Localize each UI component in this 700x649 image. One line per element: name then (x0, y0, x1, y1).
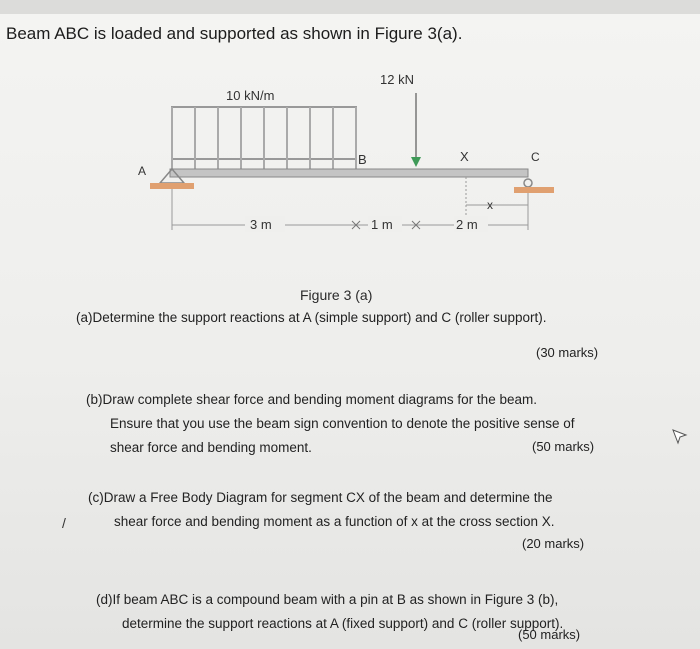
label-x: X (460, 149, 469, 164)
figure-caption: Figure 3 (a) (300, 287, 373, 303)
udl-label: 10 kN/m (226, 88, 275, 103)
question-b-marks: (50 marks) (532, 439, 595, 454)
question-c-line-2: shear force and bending moment as a function of x at the cross section X. (114, 514, 555, 529)
point-load-label: 12 kN (380, 72, 414, 87)
question-c (88, 486, 555, 534)
beam (170, 169, 528, 177)
question-b-line-2: Ensure that you use the beam sign convention to denote the positive sense of (110, 416, 575, 431)
dim-3m-label: 3 m (250, 217, 272, 232)
dim-2m-label: 2 m (456, 217, 478, 232)
intro-text: Beam ABC is loaded and supported as shown in Figure 3(a). (6, 24, 463, 43)
page-top-edge (0, 0, 700, 14)
question-a-marks: (30 marks) (536, 345, 599, 360)
question-d-line-1: (d)If beam ABC is a compound beam with a pin at B as shown in Figure 3 (b), (96, 592, 559, 607)
support-a-base (150, 183, 194, 189)
question-b (86, 388, 575, 460)
roller-support-c (524, 179, 532, 187)
question-a-line: (a)Determine the support reactions at A (simple support) and C (roller support). (76, 310, 547, 325)
label-b: B (358, 152, 367, 167)
mouse-cursor-icon (672, 429, 688, 445)
question-c-line-1: (c)Draw a Free Body Diagram for segment CX of the beam and determine the (88, 490, 553, 505)
question-d-marks: (50 marks) (518, 627, 581, 642)
point-load-arrowhead (411, 157, 421, 167)
question-a (76, 306, 546, 330)
question-d-line-2: determine the support reactions at A (fixed support) and C (roller support). (122, 616, 564, 631)
question-b-line-1: (b)Draw complete shear force and bending moment diagrams for the beam. (86, 392, 537, 407)
label-c: C (531, 150, 540, 164)
dim-x-label: x (487, 198, 493, 212)
question-d (96, 588, 563, 636)
question-c-marks: (20 marks) (522, 536, 585, 551)
support-c-base (514, 187, 554, 193)
pen-mark: / (62, 515, 66, 531)
dim-1m-label: 1 m (371, 217, 393, 232)
label-a: A (138, 164, 147, 178)
question-b-line-3: shear force and bending moment. (110, 440, 312, 455)
beam-figure (130, 65, 570, 250)
